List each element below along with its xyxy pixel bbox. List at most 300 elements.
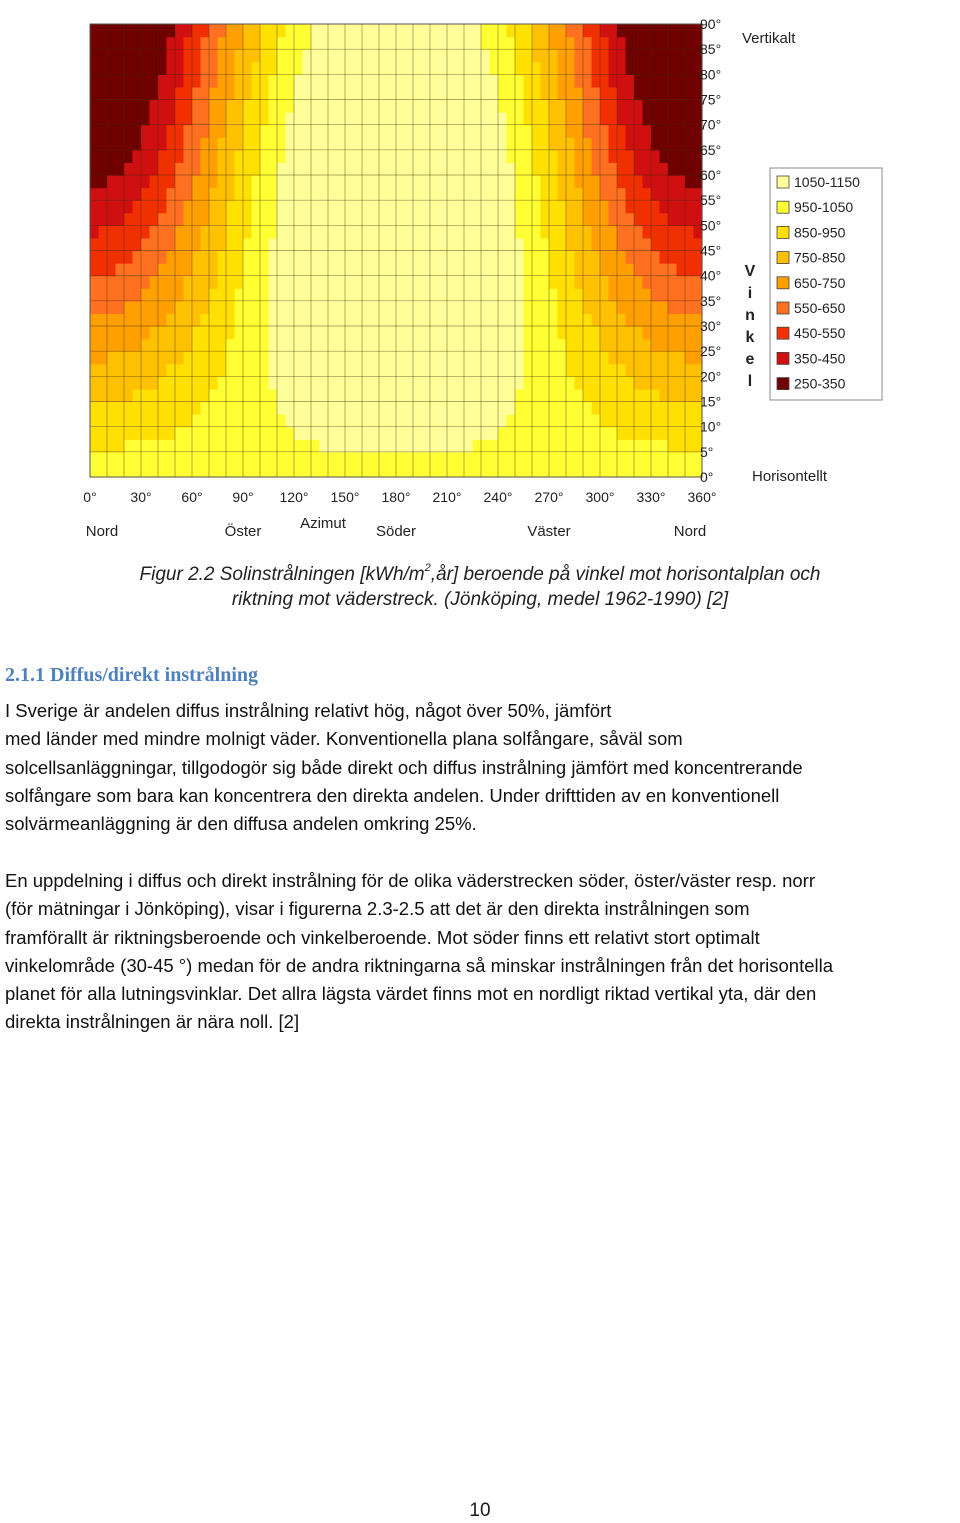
heatmap-cell xyxy=(685,389,694,402)
heatmap-cell xyxy=(532,175,541,188)
heatmap-cell xyxy=(490,313,499,326)
heatmap-cell xyxy=(575,125,584,138)
heatmap-cell xyxy=(481,251,490,264)
heatmap-cell xyxy=(226,427,235,440)
heatmap-cell xyxy=(192,200,201,213)
heatmap-cell xyxy=(269,364,278,377)
heatmap-cell xyxy=(141,49,150,62)
heatmap-cell xyxy=(566,100,575,113)
heatmap-cell xyxy=(439,339,448,352)
heatmap-cell xyxy=(328,301,337,314)
heatmap-cell xyxy=(583,414,592,427)
page-number: 10 xyxy=(469,1500,491,1521)
heatmap-cell xyxy=(286,452,295,465)
heatmap-cell xyxy=(524,112,533,125)
heatmap-cell xyxy=(515,414,524,427)
heatmap-cell xyxy=(277,74,286,87)
heatmap-cell xyxy=(447,213,456,226)
heatmap-cell xyxy=(116,37,125,50)
heatmap-cell xyxy=(558,376,567,389)
heatmap-cell xyxy=(626,37,635,50)
heatmap-cell xyxy=(235,175,244,188)
heatmap-cell xyxy=(685,376,694,389)
heatmap-cell xyxy=(124,364,133,377)
heatmap-cell xyxy=(277,150,286,163)
heatmap-cell xyxy=(99,339,108,352)
heatmap-cell xyxy=(362,112,371,125)
heatmap-cell xyxy=(609,389,618,402)
heatmap-cell xyxy=(252,49,261,62)
heatmap-cell xyxy=(243,364,252,377)
heatmap-cell xyxy=(456,24,465,37)
heatmap-cell xyxy=(396,24,405,37)
heatmap-cell xyxy=(405,37,414,50)
heatmap-cell xyxy=(456,276,465,289)
heatmap-cell xyxy=(320,351,329,364)
heatmap-cell xyxy=(141,402,150,415)
legend-swatch xyxy=(777,327,789,339)
legend-swatch xyxy=(777,277,789,289)
heatmap-cell xyxy=(617,74,626,87)
heatmap-cell xyxy=(422,389,431,402)
heatmap-cell xyxy=(558,427,567,440)
heatmap-cell xyxy=(243,389,252,402)
heatmap-cell xyxy=(685,49,694,62)
heatmap-cell xyxy=(362,200,371,213)
legend-label: 950-1050 xyxy=(794,199,854,216)
heatmap-cell xyxy=(345,339,354,352)
heatmap-cell xyxy=(150,175,159,188)
heatmap-cell xyxy=(660,175,669,188)
heatmap-cell xyxy=(371,276,380,289)
heatmap-cell xyxy=(566,439,575,452)
heatmap-cell xyxy=(175,125,184,138)
heatmap-cell xyxy=(107,225,116,238)
heatmap-cell xyxy=(133,175,142,188)
heatmap-cell xyxy=(209,389,218,402)
heatmap-cell xyxy=(609,62,618,75)
heatmap-cell xyxy=(90,87,99,100)
heatmap-cell xyxy=(473,162,482,175)
heatmap-cell xyxy=(439,464,448,477)
heatmap-cell xyxy=(345,238,354,251)
heatmap-cell xyxy=(583,263,592,276)
heatmap-cell xyxy=(167,376,176,389)
heatmap-cell xyxy=(549,37,558,50)
heatmap-cell xyxy=(524,74,533,87)
heatmap-cell xyxy=(651,74,660,87)
heatmap-cell xyxy=(141,62,150,75)
heatmap-cell xyxy=(141,37,150,50)
heatmap-cell xyxy=(677,251,686,264)
heatmap-cell xyxy=(515,402,524,415)
heatmap-cell xyxy=(99,213,108,226)
heatmap-cell xyxy=(685,62,694,75)
heatmap-cell xyxy=(592,263,601,276)
heatmap-cell xyxy=(481,162,490,175)
heatmap-cell xyxy=(379,276,388,289)
heatmap-cell xyxy=(269,326,278,339)
heatmap-cell xyxy=(99,225,108,238)
heatmap-cell xyxy=(507,276,516,289)
heatmap-cell xyxy=(226,125,235,138)
heatmap-cell xyxy=(456,225,465,238)
heatmap-cell xyxy=(379,49,388,62)
heatmap-cell xyxy=(524,301,533,314)
heatmap-cell xyxy=(677,24,686,37)
heatmap-cell xyxy=(660,364,669,377)
heatmap-cell xyxy=(609,188,618,201)
heatmap-cell xyxy=(600,150,609,163)
heatmap-cell xyxy=(396,175,405,188)
heatmap-cell xyxy=(422,87,431,100)
heatmap-cell xyxy=(524,288,533,301)
heatmap-cell xyxy=(133,62,142,75)
heatmap-cell xyxy=(141,74,150,87)
heatmap-cell xyxy=(592,162,601,175)
heatmap-cell xyxy=(175,263,184,276)
heatmap-cell xyxy=(209,313,218,326)
heatmap-cell xyxy=(575,238,584,251)
heatmap-cell xyxy=(617,24,626,37)
heatmap-cell xyxy=(303,175,312,188)
heatmap-cell xyxy=(524,452,533,465)
heatmap-cell xyxy=(413,251,422,264)
heatmap-cell xyxy=(473,439,482,452)
heatmap-cell xyxy=(464,49,473,62)
heatmap-cell xyxy=(422,37,431,50)
heatmap-cell xyxy=(515,213,524,226)
heatmap-cell xyxy=(660,162,669,175)
heatmap-cell xyxy=(439,301,448,314)
heatmap-cell xyxy=(549,188,558,201)
heatmap-cell xyxy=(269,213,278,226)
heatmap-cell xyxy=(541,188,550,201)
heatmap-cell xyxy=(133,137,142,150)
heatmap-cell xyxy=(218,326,227,339)
heatmap-cell xyxy=(252,414,261,427)
heatmap-cell xyxy=(490,427,499,440)
heatmap-cell xyxy=(677,389,686,402)
heatmap-cell xyxy=(99,326,108,339)
heatmap-cell xyxy=(651,351,660,364)
heatmap-cell xyxy=(490,125,499,138)
heatmap-cell xyxy=(575,37,584,50)
heatmap-cell xyxy=(405,263,414,276)
heatmap-cell xyxy=(345,87,354,100)
heatmap-cell xyxy=(413,137,422,150)
heatmap-cell xyxy=(558,288,567,301)
heatmap-cell xyxy=(507,313,516,326)
heatmap-cell xyxy=(107,24,116,37)
heatmap-cell xyxy=(600,87,609,100)
heatmap-cell xyxy=(430,389,439,402)
heatmap-cell xyxy=(541,125,550,138)
heatmap-cell xyxy=(532,125,541,138)
heatmap-cell xyxy=(303,100,312,113)
heatmap-cell xyxy=(175,288,184,301)
heatmap-cell xyxy=(592,414,601,427)
solar-radiation-figure xyxy=(0,0,960,550)
heatmap-cell xyxy=(150,464,159,477)
heatmap-cell xyxy=(260,125,269,138)
heatmap-cell xyxy=(99,263,108,276)
heatmap-cell xyxy=(515,24,524,37)
heatmap-cell xyxy=(575,402,584,415)
heatmap-cell xyxy=(422,125,431,138)
y-tick-label: 40° xyxy=(700,267,722,284)
heatmap-cell xyxy=(524,213,533,226)
heatmap-cell xyxy=(286,439,295,452)
heatmap-cell xyxy=(413,175,422,188)
paragraph-line: framförallt är riktningsberoende och vinkelberoende. Mot söder finns ett relativt stort optimalt xyxy=(5,926,760,948)
heatmap-cell xyxy=(252,200,261,213)
heatmap-cell xyxy=(464,402,473,415)
heatmap-cell xyxy=(311,74,320,87)
heatmap-cell xyxy=(201,213,210,226)
heatmap-cell xyxy=(243,351,252,364)
heatmap-cell xyxy=(218,427,227,440)
y-tick-label: 25° xyxy=(700,343,722,360)
heatmap-cell xyxy=(532,313,541,326)
heatmap-cell xyxy=(660,62,669,75)
heatmap-cell xyxy=(141,87,150,100)
heatmap-cell xyxy=(566,125,575,138)
heatmap-cell xyxy=(184,376,193,389)
heatmap-cell xyxy=(192,464,201,477)
heatmap-cell xyxy=(439,225,448,238)
heatmap-cell xyxy=(600,200,609,213)
heatmap-cell xyxy=(507,238,516,251)
heatmap-cell xyxy=(405,150,414,163)
heatmap-cell xyxy=(235,364,244,377)
heatmap-cell xyxy=(379,414,388,427)
heatmap-cell xyxy=(218,288,227,301)
heatmap-cell xyxy=(558,464,567,477)
heatmap-cell xyxy=(473,288,482,301)
heatmap-cell xyxy=(90,364,99,377)
heatmap-cell xyxy=(345,225,354,238)
heatmap-cell xyxy=(405,339,414,352)
heatmap-cell xyxy=(643,137,652,150)
heatmap-cell xyxy=(294,37,303,50)
heatmap-cell xyxy=(660,100,669,113)
heatmap-cell xyxy=(422,251,431,264)
heatmap-cell xyxy=(269,263,278,276)
heatmap-cell xyxy=(430,414,439,427)
heatmap-cell xyxy=(379,376,388,389)
heatmap-cell xyxy=(184,37,193,50)
heatmap-cell xyxy=(498,87,507,100)
heatmap-cell xyxy=(592,326,601,339)
heatmap-cell xyxy=(260,376,269,389)
heatmap-cell xyxy=(116,162,125,175)
heatmap-cell xyxy=(277,389,286,402)
heatmap-cell xyxy=(133,402,142,415)
heatmap-cell xyxy=(192,238,201,251)
heatmap-cell xyxy=(473,37,482,50)
heatmap-cell xyxy=(575,326,584,339)
heatmap-cell xyxy=(592,87,601,100)
heatmap-cell xyxy=(124,162,133,175)
y-tick-label: 5° xyxy=(700,443,714,460)
heatmap-cell xyxy=(430,74,439,87)
heatmap-cell xyxy=(643,74,652,87)
heatmap-cell xyxy=(464,276,473,289)
heatmap-cell xyxy=(677,150,686,163)
heatmap-cell xyxy=(354,24,363,37)
heatmap-cell xyxy=(507,87,516,100)
heatmap-cell xyxy=(643,37,652,50)
heatmap-cell xyxy=(549,162,558,175)
heatmap-cell xyxy=(668,376,677,389)
heatmap-cell xyxy=(643,276,652,289)
heatmap-cell xyxy=(90,376,99,389)
heatmap-cell xyxy=(107,464,116,477)
heatmap-cell xyxy=(439,288,448,301)
heatmap-cell xyxy=(507,427,516,440)
heatmap-cell xyxy=(124,376,133,389)
heatmap-cell xyxy=(583,238,592,251)
heatmap-cell xyxy=(575,188,584,201)
heatmap-cell xyxy=(141,213,150,226)
heatmap-cell xyxy=(626,62,635,75)
heatmap-cell xyxy=(617,200,626,213)
heatmap-cell xyxy=(532,87,541,100)
heatmap-cell xyxy=(218,339,227,352)
heatmap-cell xyxy=(405,364,414,377)
heatmap-cell xyxy=(184,188,193,201)
heatmap-cell xyxy=(388,213,397,226)
heatmap-cell xyxy=(201,150,210,163)
heatmap-cell xyxy=(209,188,218,201)
heatmap-cell xyxy=(515,200,524,213)
heatmap-cell xyxy=(685,276,694,289)
heatmap-cell xyxy=(685,452,694,465)
heatmap-cell xyxy=(379,74,388,87)
heatmap-cell xyxy=(362,364,371,377)
heatmap-cell xyxy=(660,125,669,138)
heatmap-cell xyxy=(541,452,550,465)
heatmap-cell xyxy=(507,225,516,238)
heatmap-cell xyxy=(388,339,397,352)
heatmap-cell xyxy=(243,402,252,415)
heatmap-cell xyxy=(592,62,601,75)
heatmap-cell xyxy=(668,389,677,402)
heatmap-cell xyxy=(150,200,159,213)
heatmap-cell xyxy=(617,376,626,389)
heatmap-cell xyxy=(158,276,167,289)
heatmap-cell xyxy=(252,452,261,465)
heatmap-cell xyxy=(90,37,99,50)
heatmap-cell xyxy=(124,49,133,62)
heatmap-cell xyxy=(192,112,201,125)
heatmap-cell xyxy=(532,49,541,62)
heatmap-cell xyxy=(303,464,312,477)
heatmap-cell xyxy=(150,188,159,201)
heatmap-cell xyxy=(490,37,499,50)
heatmap-cell xyxy=(481,452,490,465)
heatmap-cell xyxy=(405,62,414,75)
heatmap-cell xyxy=(677,313,686,326)
heatmap-cell xyxy=(549,238,558,251)
heatmap-cell xyxy=(362,175,371,188)
heatmap-cell xyxy=(235,414,244,427)
heatmap-cell xyxy=(260,339,269,352)
heatmap-cell xyxy=(549,112,558,125)
heatmap-cell xyxy=(158,263,167,276)
heatmap-cell xyxy=(107,389,116,402)
heatmap-cell xyxy=(396,87,405,100)
heatmap-cell xyxy=(609,162,618,175)
heatmap-cell xyxy=(430,175,439,188)
heatmap-cell xyxy=(626,87,635,100)
heatmap-cell xyxy=(286,125,295,138)
heatmap-cell xyxy=(532,24,541,37)
heatmap-cell xyxy=(396,427,405,440)
heatmap-cell xyxy=(345,188,354,201)
heatmap-cell xyxy=(294,49,303,62)
heatmap-cell xyxy=(337,339,346,352)
heatmap-cell xyxy=(515,339,524,352)
heatmap-cell xyxy=(643,62,652,75)
heatmap-cell xyxy=(99,464,108,477)
heatmap-cell xyxy=(277,225,286,238)
heatmap-cell xyxy=(354,100,363,113)
heatmap-cell xyxy=(124,464,133,477)
heatmap-cell xyxy=(218,364,227,377)
heatmap-cell xyxy=(439,313,448,326)
legend-label: 250-350 xyxy=(794,375,846,392)
heatmap-cell xyxy=(583,24,592,37)
heatmap-cell xyxy=(507,389,516,402)
heatmap-cell xyxy=(107,251,116,264)
heatmap-cell xyxy=(541,200,550,213)
heatmap-cell xyxy=(235,100,244,113)
heatmap-cell xyxy=(379,137,388,150)
heatmap-cell xyxy=(498,225,507,238)
heatmap-cell xyxy=(133,150,142,163)
heatmap-cell xyxy=(209,351,218,364)
heatmap-cell xyxy=(235,439,244,452)
heatmap-cell xyxy=(107,414,116,427)
heatmap-cell xyxy=(498,251,507,264)
heatmap-cell xyxy=(617,162,626,175)
heatmap-cell xyxy=(269,288,278,301)
heatmap-cell xyxy=(651,162,660,175)
heatmap-cell xyxy=(575,251,584,264)
heatmap-cell xyxy=(507,376,516,389)
heatmap-cell xyxy=(660,389,669,402)
heatmap-cell xyxy=(617,326,626,339)
heatmap-cell xyxy=(634,351,643,364)
heatmap-cell xyxy=(481,389,490,402)
heatmap-cell xyxy=(634,150,643,163)
heatmap-cell xyxy=(464,263,473,276)
heatmap-cell xyxy=(575,351,584,364)
heatmap-cell xyxy=(668,162,677,175)
heatmap-cell xyxy=(439,427,448,440)
heatmap-cell xyxy=(294,137,303,150)
heatmap-cell xyxy=(311,238,320,251)
heatmap-cell xyxy=(158,112,167,125)
heatmap-cell xyxy=(651,427,660,440)
heatmap-cell xyxy=(515,175,524,188)
heatmap-cell xyxy=(269,188,278,201)
heatmap-cell xyxy=(422,137,431,150)
heatmap-cell xyxy=(388,414,397,427)
heatmap-cell xyxy=(609,288,618,301)
